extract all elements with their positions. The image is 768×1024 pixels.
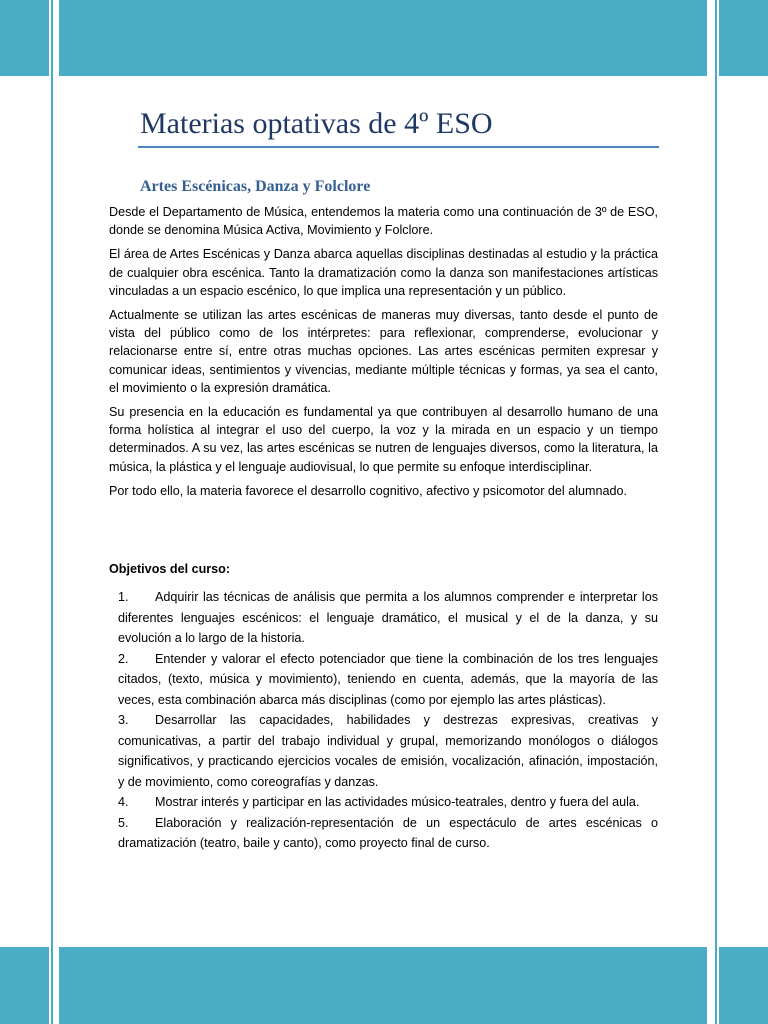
section-subtitle: Artes Escénicas, Danza y Folclore [140,178,371,195]
objective-text: Elaboración y realización-representación de un espectáculo de artes escénicas o dramatización (teatro, baile y canto), como proyecto final de curso. [118,815,658,850]
header-band-center [59,0,707,76]
paragraph-conclusion: Por todo ello, la materia favorece el desarrollo cognitivo, afectivo y psicomotor del alumnado. [109,483,628,498]
footer-band-center [59,947,707,1024]
header-band-left [0,0,49,76]
objective-text: Desarrollar las capacidades, habilidades y destrezas expresivas, creativas y comunicativas, a partir del trabajo individual y grupal, memorizando monólogos o diálogos significativos, y practicando ejercicios vocales de emisión, vocalización, afinación, impostación, y de movimiento, como coreografías y danzas. [118,713,658,789]
header-band-right [719,0,768,76]
objective-item [118,587,658,649]
objective-number: 3. [118,713,129,727]
document-title: Materias optativas de 4º ESO [140,107,493,140]
objective-item [118,792,658,813]
paragraph-intro: Desde el Departamento de Música, entendemos la materia como una continuación de 3º de ESO, donde se denomina Música Activa, Movimiento y Folclore. [109,205,658,238]
objective-text: Mostrar interés y participar en las actividades músico-teatrales, dentro y fuera del aula. [155,795,640,809]
objectives-list [118,587,658,854]
paragraph-education: Su presencia en la educación es fundamental ya que contribuyen al desarrollo humano de una forma holística al integrar el uso del cuerpo, la voz y la mirada en un espacio y un tiempo determinados. A su vez, las artes escénicas se nutren de lenguajes diversos, como la literatura, la música, la plástica y el lenguaje audiovisual, lo que permite su enfoque interdisciplinar. [109,405,658,474]
paragraph-area: El área de Artes Escénicas y Danza abarca aquellas disciplinas destinadas al estudio y la práctica de cualquier obra escénica. Tanto la dramatización como la danza son manifestaciones artísticas vinculadas a un espacio escénico, lo que implica una representación y un público. [109,247,658,298]
objective-item [118,649,658,711]
objective-number: 1. [118,590,129,604]
footer-band-right [719,947,768,1024]
objectives-heading: Objetivos del curso: [109,562,231,576]
objective-number: 4. [118,795,129,809]
objective-item [118,813,658,854]
border-line-right [715,0,717,1024]
footer-band-left [0,947,49,1024]
body-text [109,203,658,506]
title-underline [138,146,659,148]
border-line-left [51,0,53,1024]
objective-number: 5. [118,815,129,830]
objective-number: 2. [118,651,129,666]
objective-text: Entender y valorar el efecto potenciador que tiene la combinación de los tres lenguajes citados, (texto, música y movimiento), teniendo en cuenta, además, que la mayoría de las veces, esta combinación abarca más disciplinas (como por ejemplo las artes plásticas). [118,651,658,707]
objective-text: Adquirir las técnicas de análisis que permita a los alumnos comprender e interpretar los diferentes lenguajes escénicos: el lenguaje dramático, el musical y el de la danza, y su evolución a lo largo de la historia. [118,590,658,645]
paragraph-uses: Actualmente se utilizan las artes escénicas de maneras muy diversas, tanto desde el punto de vista del público como de los intérpretes: para reflexionar, comprenderse, evolucionar y relacionarse entre sí, entre otras muchas opciones. Las artes escénicas permiten expresar y comunicar ideas, sentimientos y vivencias, mediante múltiple técnicas y formas, ya sea el canto, el movimiento o la expresión dramática. [109,308,658,395]
objective-item [118,710,658,792]
